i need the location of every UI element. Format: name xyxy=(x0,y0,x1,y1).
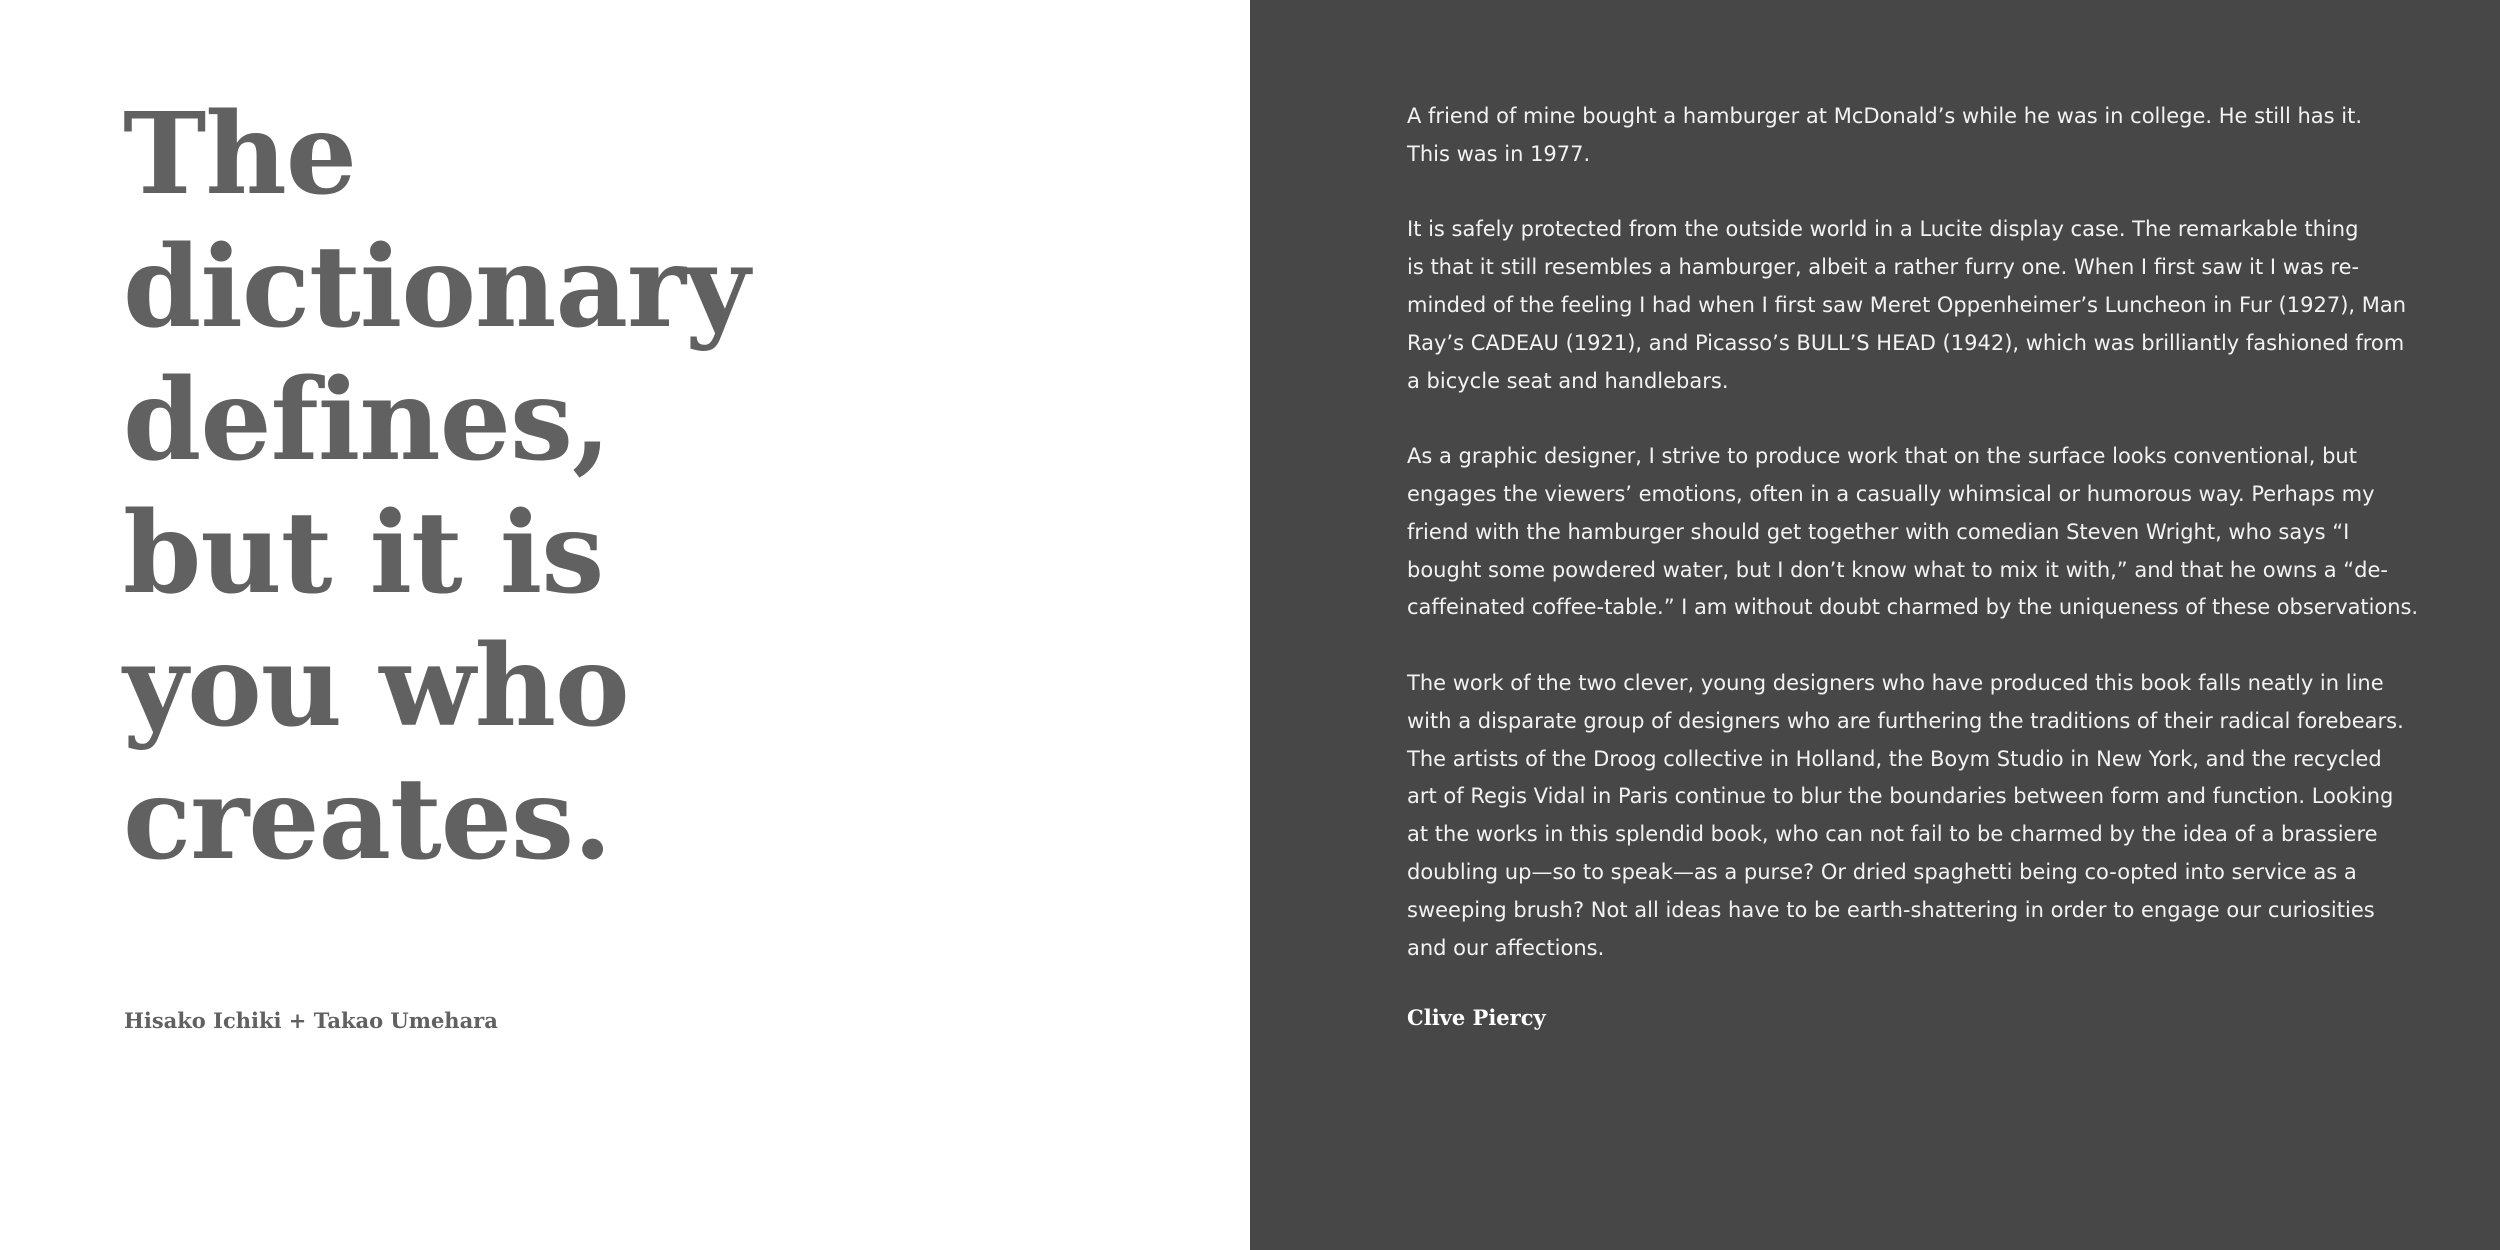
text-line: As a graphic designer, I strive to produce work that on the surface looks conventional, but xyxy=(1407,444,2357,469)
text-line: is that it still resembles a hamburger, albeit a rather furry one. When I first saw it I was re- xyxy=(1407,255,2360,280)
headline-line: you who xyxy=(123,621,629,752)
text-line: Ray’s CADEAU (1921), and Picasso’s BULL’S HEAD (1942), which was brilliantly fashioned from xyxy=(1407,330,2405,355)
headline-quote xyxy=(123,88,1123,886)
headline-line: The xyxy=(123,89,357,220)
signature: Clive Piercy xyxy=(1407,1005,1546,1030)
text-line: A friend of mine bought a hamburger at McDonald’s while he was in college. He still has it. xyxy=(1407,104,2363,128)
text-line: caffeinated coffee-table.” I am without doubt charmed by the uniqueness of these observations. xyxy=(1407,595,2418,620)
text-line: The artists of the Droog collective in Holland, the Boym Studio in New York, and the recycled xyxy=(1407,746,2382,771)
text-line: art of Regis Vidal in Paris continue to blur the boundaries between form and function. Looking xyxy=(1407,784,2394,809)
text-line: minded of the feeling I had when I first saw Meret Oppenheimer’s Luncheon in Fur (1927), Man xyxy=(1407,292,2407,317)
text-line: It is safely protected from the outside world in a Lucite display case. The remarkable thing xyxy=(1407,217,2359,242)
foreword-text xyxy=(1407,98,2417,1005)
headline-line: dictionary xyxy=(123,222,750,353)
text-line: and our affections. xyxy=(1407,935,1605,960)
text-line: bought some powdered water, but I don’t know what to mix it with,” and that he owns a “de- xyxy=(1407,557,2388,582)
text-line: This was in 1977. xyxy=(1407,141,1591,166)
headline-line: defines, xyxy=(123,355,611,486)
text-line: The work of the two clever, young designers who have produced this book falls neatly in line xyxy=(1407,670,2384,695)
paragraph xyxy=(1407,438,2417,627)
text-line: at the works in this splendid book, who can not fail to be charmed by the idea of a brassiere xyxy=(1407,822,2378,847)
paragraph xyxy=(1407,665,2417,967)
text-line: engages the viewers’ emotions, often in a casually whimsical or humorous way. Perhaps my xyxy=(1407,481,2375,506)
text-line: doubling up—so to speak—as a purse? Or dried spaghetti being co-opted into service as a xyxy=(1407,859,2357,884)
paragraph xyxy=(1407,211,2417,400)
text-line: friend with the hamburger should get together with comedian Steven Wright, who says “I xyxy=(1407,519,2350,544)
headline-line: creates. xyxy=(123,754,612,885)
paragraph xyxy=(1407,98,2417,174)
headline-line: but it is xyxy=(123,488,604,619)
text-line: a bicycle seat and handlebars. xyxy=(1407,368,1729,393)
right-page xyxy=(1250,0,2500,1250)
author-credit: Hisako Ichiki + Takao Umehara xyxy=(124,1008,498,1033)
text-line: with a disparate group of designers who are furthering the traditions of their radical forebears. xyxy=(1407,708,2404,733)
text-line: sweeping brush? Not all ideas have to be earth-shattering in order to engage our curiosities xyxy=(1407,897,2375,922)
